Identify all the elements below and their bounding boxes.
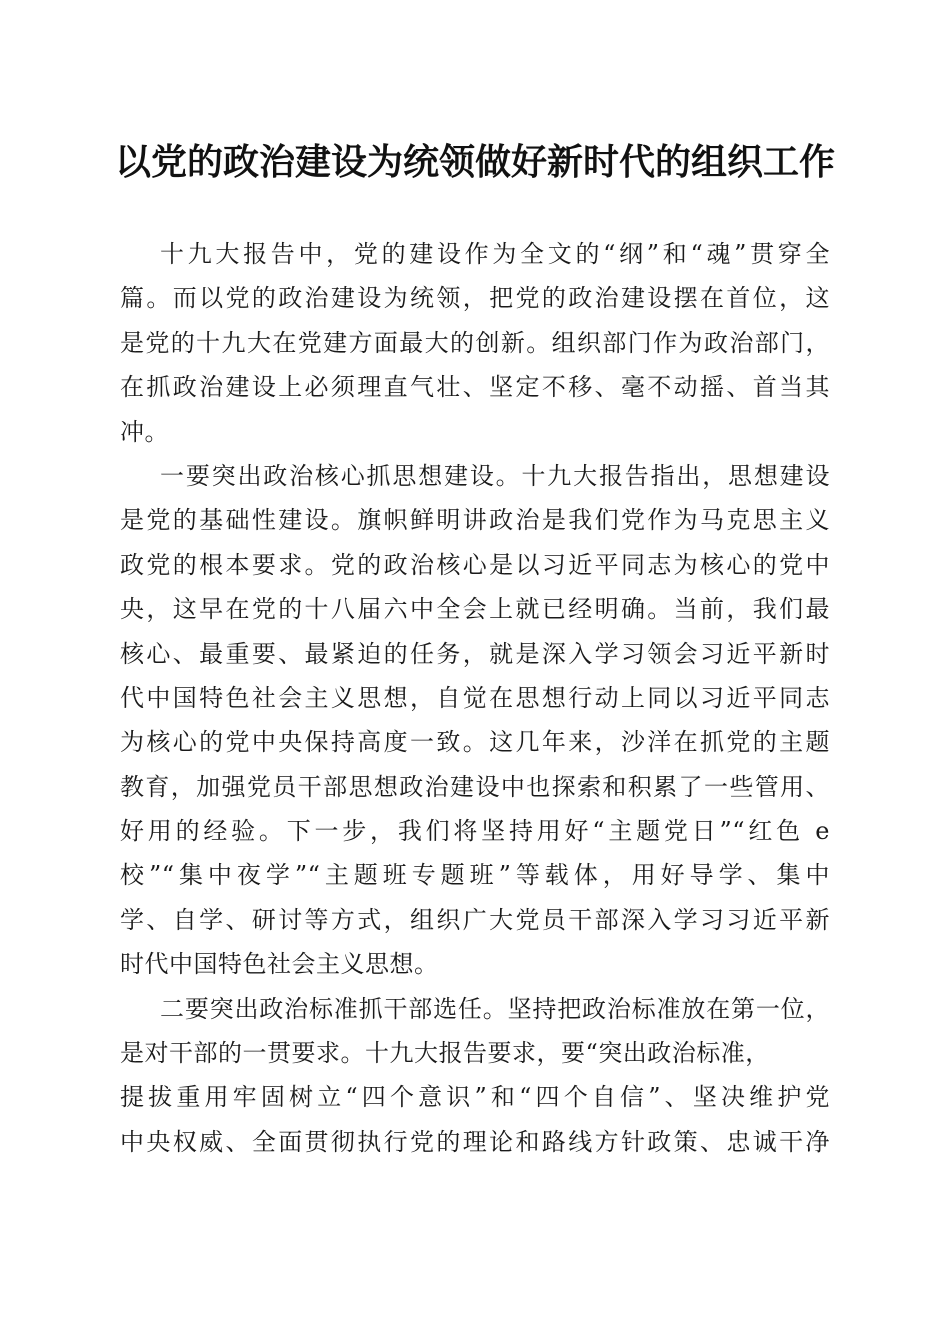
text-line: 冲。 (120, 417, 169, 446)
paragraph-3 (120, 987, 830, 1165)
text-line: 好用的经验。下一步，我们将坚持用好“主题党日”“红色 e (120, 817, 830, 846)
document-title: 以党的政治建设为统领做好新时代的组织工作 (114, 141, 835, 183)
text-line: 教育，加强党员干部思想政治建设中也探索和积累了一些管用、 (120, 772, 830, 801)
text-line: 学、自学、研讨等方式，组织广大党员干部深入学习习近平新 (120, 905, 830, 934)
text-line: 是党的十九大在党建方面最大的创新。组织部门作为政治部门， (120, 328, 830, 357)
text-line: 二要突出政治标准抓干部选任。坚持把政治标准放在第一位， (160, 994, 830, 1023)
text-line: 一要突出政治核心抓思想建设。十九大报告指出，思想建设 (160, 461, 830, 490)
text-line: 时代中国特色社会主义思想。 (120, 950, 439, 979)
paragraph-2 (120, 454, 830, 987)
paragraph-1 (120, 232, 830, 454)
text-line: 政党的根本要求。党的政治核心是以习近平同志为核心的党中 (120, 550, 830, 579)
text-line: 央，这早在党的十八届六中全会上就已经明确。当前，我们最 (120, 595, 830, 624)
text-line: 是对干部的一贯要求。十九大报告要求，要“突出政治标准， (120, 1039, 770, 1068)
text-line: 十九大报告中，党的建设作为全文的“纲”和“魂”贯穿全 (160, 240, 830, 268)
text-line: 中央权威、全面贯彻执行党的理论和路线方针政策、忠诚干净 (120, 1127, 830, 1156)
text-line: 提拔重用牢固树立“四个意识”和“四个自信”、坚决维护党 (120, 1083, 830, 1112)
text-line: 代中国特色社会主义思想，自觉在思想行动上同以习近平同志 (120, 683, 830, 712)
text-line: 校”“集中夜学”“主题班专题班”等载体，用好导学、集中 (120, 861, 830, 890)
text-line: 在抓政治建设上必须理直气壮、坚定不移、毫不动摇、首当其 (120, 373, 830, 402)
text-line: 篇。而以党的政治建设为统领，把党的政治建设摆在首位，这 (120, 284, 830, 313)
text-line: 是党的基础性建设。旗帜鲜明讲政治是我们党作为马克思主义 (120, 506, 830, 535)
text-line: 核心、最重要、最紧迫的任务，就是深入学习领会习近平新时 (120, 639, 830, 668)
document-body (120, 232, 830, 1164)
text-line: 为核心的党中央保持高度一致。这几年来，沙洋在抓党的主题 (120, 728, 830, 757)
